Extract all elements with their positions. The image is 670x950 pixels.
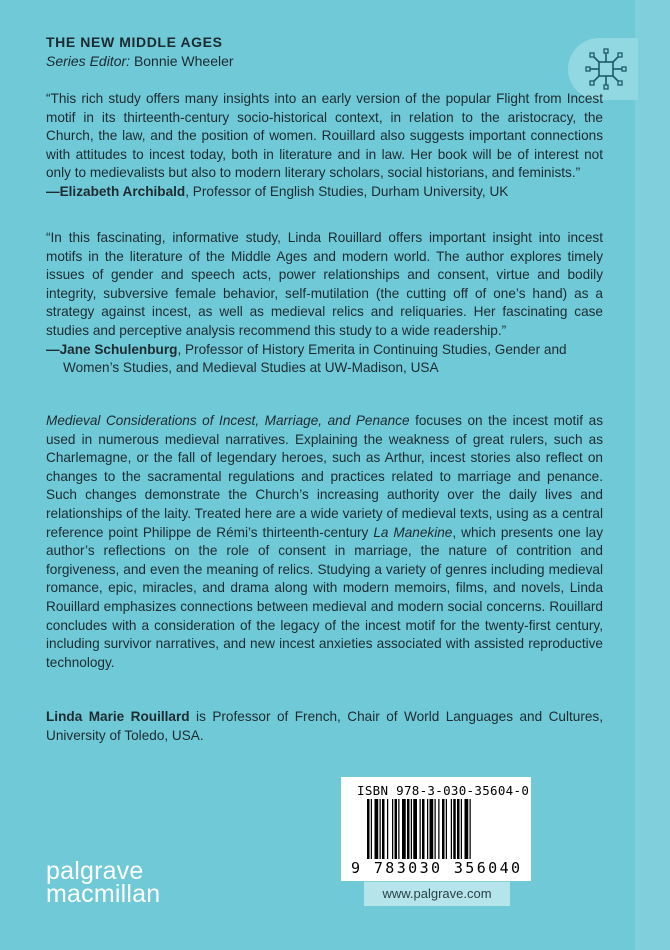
review-1-affiliation: , Professor of English Studies, Durham University, UK [185,183,509,199]
publisher-line-1: palgrave [46,857,144,885]
series-title: THE NEW MIDDLE AGES [46,34,223,50]
author-bio [46,708,603,745]
review-2-reviewer-name: Jane Schulenburg [59,341,178,357]
review-1-quote: “This rich study offers many insights into an early version of the popular Flight from Incest motif in its thirteenth-century socio-historical context, in relation to the aristocracy, the Church, the law, and the position of women. Rouillard also suggests important connections with attitudes to incest today, both in literature and in law. Her book will be of interest not only to medievalists but also to modern literary scholars, social historians, and feminists.” [46,91,603,181]
publisher-line-2: macmillan [46,880,161,908]
description-part-2: , which presents one lay author’s reflections on the role of consent in marriage, the nature of contrition and forgiveness, and even the meaning of relics. Studying a variety of genres including medieval romance, epic, miracles, and drama along with modern memoirs, films, and novels, Linda Rouillard emphasizes connections between medieval and modern social concerns. Rouillard concludes with a consideration of the legacy of the incest motif for the twenty-first century, including survivor narratives, and new incest anxieties associated with assisted reproductive technology. [46,524,603,670]
publisher-logo [46,857,161,908]
book-title: Medieval Considerations of Incest, Marriage, and Penance [46,413,410,428]
review-2-dash: — [46,341,60,357]
isbn-text: ISBN 978-3-030-35604-0 [357,783,530,798]
barcode-box [341,777,531,881]
review-1-attribution [46,183,603,202]
review-2-quote: “In this fascinating, informative study, Linda Rouillard offers important insight into incest motifs in the literature of the Middle Ages and modern world. The author explores timely issues of gender and speech acts, power relationships and consent, virtue and bodily integrity, subversive female behavior, self-mutilation (the cutting off of one’s hand) as a strategy against incest, as well as medieval relics and reliquaries. Her fascinating case studies and perceptive analysis recommend this study to a wide readership.” [46,230,603,338]
review-2-affiliation: , Professor of History Emerita in Continuing Studies, Gender and Women’s Studies, and Medieval Studies at UW-Madison, USA [63,341,567,376]
barcode-digits: 9 783030 356040 [351,859,523,877]
review-2 [46,229,603,378]
series-editor-name: Bonnie Wheeler [133,53,234,69]
review-1-reviewer-name: Elizabeth Archibald [59,183,186,199]
author-bio-text: is Professor of French, Chair of World Languages and Cultures, University of Toledo, USA. [46,709,603,743]
description-part-1: focuses on the incest motif as used in numerous medieval narratives. Explaining the weakness of great rulers, such as Charlemagne, or the fall of legendary heroes, such as Arthur, incest stories also reflect on changes to the sacramental regulations and practices related to marriage and penance. Such changes demonstrate the Church’s increasing authority over the daily lives and relationships of the laity. Treated here are a wide variety of medieval texts, using as a central reference point Philippe de Rémi’s thirteenth-century [46,413,603,540]
series-editor-label: Series Editor: [46,53,131,69]
author-name: Linda Marie Rouillard [46,709,190,724]
publisher-url: www.palgrave.com [364,881,510,906]
network-logo-icon [584,47,628,91]
review-2-attribution [46,341,603,378]
work-title: La Manekine [373,524,453,540]
spine-strip [635,0,670,950]
review-1-dash: — [46,183,60,199]
barcode-icon [367,799,507,859]
series-editor [46,53,234,69]
book-description [46,412,603,672]
review-1 [46,90,603,202]
